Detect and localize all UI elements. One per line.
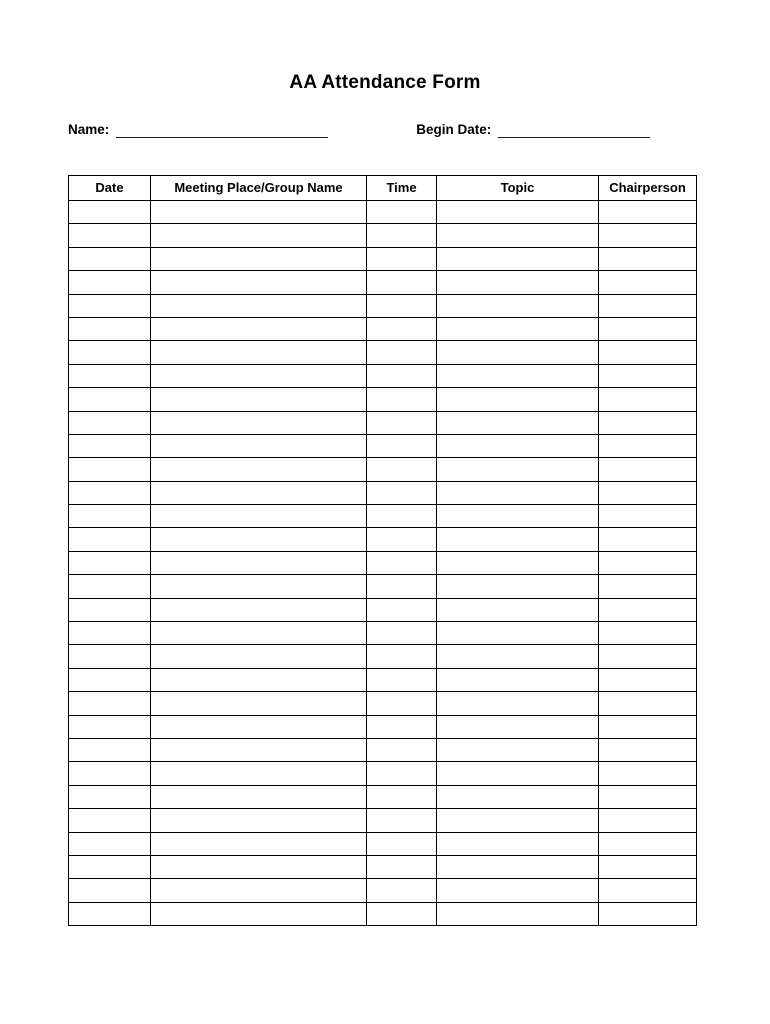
cell-meeting-place[interactable]	[151, 879, 367, 902]
table-row	[69, 294, 697, 317]
cell-date[interactable]	[69, 692, 151, 715]
cell-topic[interactable]	[437, 622, 599, 645]
cell-chairperson[interactable]	[599, 317, 697, 340]
cell-meeting-place[interactable]	[151, 809, 367, 832]
cell-chairperson[interactable]	[599, 341, 697, 364]
cell-chairperson[interactable]	[599, 645, 697, 668]
begin-date-field-label: Begin Date:	[416, 122, 492, 137]
cell-chairperson[interactable]	[599, 364, 697, 387]
cell-chairperson[interactable]	[599, 622, 697, 645]
cell-topic[interactable]	[437, 271, 599, 294]
table-row	[69, 715, 697, 738]
column-header-date: Date	[69, 176, 151, 201]
cell-meeting-place[interactable]	[151, 458, 367, 481]
cell-meeting-place[interactable]	[151, 317, 367, 340]
cell-time[interactable]	[367, 645, 437, 668]
table-row	[69, 388, 697, 411]
cell-time[interactable]	[367, 434, 437, 457]
cell-date[interactable]	[69, 598, 151, 621]
table-row	[69, 224, 697, 247]
table-row	[69, 645, 697, 668]
cell-time[interactable]	[367, 341, 437, 364]
cell-date[interactable]	[69, 879, 151, 902]
cell-date[interactable]	[69, 294, 151, 317]
cell-date[interactable]	[69, 715, 151, 738]
cell-date[interactable]	[69, 645, 151, 668]
cell-chairperson[interactable]	[599, 224, 697, 247]
cell-chairperson[interactable]	[599, 668, 697, 691]
cell-meeting-place[interactable]	[151, 645, 367, 668]
cell-date[interactable]	[69, 575, 151, 598]
cell-chairperson[interactable]	[599, 458, 697, 481]
cell-topic[interactable]	[437, 224, 599, 247]
cell-topic[interactable]	[437, 645, 599, 668]
cell-meeting-place[interactable]	[151, 224, 367, 247]
cell-time[interactable]	[367, 832, 437, 855]
cell-topic[interactable]	[437, 528, 599, 551]
cell-meeting-place[interactable]	[151, 364, 367, 387]
cell-chairperson[interactable]	[599, 271, 697, 294]
cell-topic[interactable]	[437, 879, 599, 902]
column-header-topic: Topic	[437, 176, 599, 201]
cell-meeting-place[interactable]	[151, 271, 367, 294]
table-row	[69, 832, 697, 855]
cell-topic[interactable]	[437, 317, 599, 340]
table-row	[69, 855, 697, 878]
cell-chairperson[interactable]	[599, 902, 697, 925]
cell-chairperson[interactable]	[599, 411, 697, 434]
cell-topic[interactable]	[437, 364, 599, 387]
cell-meeting-place[interactable]	[151, 738, 367, 761]
table-row	[69, 668, 697, 691]
cell-topic[interactable]	[437, 692, 599, 715]
cell-topic[interactable]	[437, 341, 599, 364]
table-row	[69, 551, 697, 574]
cell-date[interactable]	[69, 224, 151, 247]
cell-meeting-place[interactable]	[151, 505, 367, 528]
cell-chairperson[interactable]	[599, 505, 697, 528]
cell-meeting-place[interactable]	[151, 622, 367, 645]
cell-chairperson[interactable]	[599, 738, 697, 761]
cell-meeting-place[interactable]	[151, 481, 367, 504]
cell-time[interactable]	[367, 528, 437, 551]
cell-time[interactable]	[367, 692, 437, 715]
cell-time[interactable]	[367, 458, 437, 481]
cell-topic[interactable]	[437, 458, 599, 481]
cell-date[interactable]	[69, 551, 151, 574]
name-field-group	[68, 122, 328, 138]
cell-topic[interactable]	[437, 505, 599, 528]
cell-time[interactable]	[367, 224, 437, 247]
table-row	[69, 505, 697, 528]
cell-time[interactable]	[367, 551, 437, 574]
table-row	[69, 201, 697, 224]
cell-meeting-place[interactable]	[151, 598, 367, 621]
cell-chairperson[interactable]	[599, 879, 697, 902]
cell-date[interactable]	[69, 364, 151, 387]
cell-meeting-place[interactable]	[151, 247, 367, 270]
cell-date[interactable]	[69, 271, 151, 294]
cell-meeting-place[interactable]	[151, 434, 367, 457]
cell-chairperson[interactable]	[599, 528, 697, 551]
column-header-time: Time	[367, 176, 437, 201]
cell-time[interactable]	[367, 762, 437, 785]
cell-chairperson[interactable]	[599, 762, 697, 785]
cell-topic[interactable]	[437, 201, 599, 224]
cell-time[interactable]	[367, 271, 437, 294]
cell-chairperson[interactable]	[599, 832, 697, 855]
cell-topic[interactable]	[437, 832, 599, 855]
table-row	[69, 622, 697, 645]
table-row	[69, 411, 697, 434]
cell-topic[interactable]	[437, 294, 599, 317]
table-header-row	[69, 176, 697, 201]
cell-time[interactable]	[367, 715, 437, 738]
cell-time[interactable]	[367, 388, 437, 411]
cell-chairperson[interactable]	[599, 692, 697, 715]
cell-date[interactable]	[69, 458, 151, 481]
table-row	[69, 364, 697, 387]
cell-topic[interactable]	[437, 481, 599, 504]
cell-meeting-place[interactable]	[151, 692, 367, 715]
cell-topic[interactable]	[437, 411, 599, 434]
form-fields	[0, 122, 770, 138]
column-header-chairperson: Chairperson	[599, 176, 697, 201]
cell-topic[interactable]	[437, 598, 599, 621]
table-row	[69, 481, 697, 504]
cell-topic[interactable]	[437, 738, 599, 761]
name-input[interactable]	[116, 124, 328, 138]
cell-topic[interactable]	[437, 551, 599, 574]
cell-date[interactable]	[69, 832, 151, 855]
cell-meeting-place[interactable]	[151, 388, 367, 411]
column-header-meeting-place: Meeting Place/Group Name	[151, 176, 367, 201]
cell-time[interactable]	[367, 902, 437, 925]
table-row	[69, 785, 697, 808]
cell-meeting-place[interactable]	[151, 785, 367, 808]
table-body	[69, 201, 697, 926]
cell-topic[interactable]	[437, 762, 599, 785]
cell-topic[interactable]	[437, 855, 599, 878]
cell-meeting-place[interactable]	[151, 855, 367, 878]
table-row	[69, 575, 697, 598]
page-title: AA Attendance Form	[289, 72, 481, 93]
cell-topic[interactable]	[437, 388, 599, 411]
cell-time[interactable]	[367, 317, 437, 340]
cell-time[interactable]	[367, 809, 437, 832]
cell-meeting-place[interactable]	[151, 201, 367, 224]
cell-date[interactable]	[69, 317, 151, 340]
cell-date[interactable]	[69, 762, 151, 785]
cell-chairperson[interactable]	[599, 715, 697, 738]
cell-date[interactable]	[69, 411, 151, 434]
cell-chairperson[interactable]	[599, 201, 697, 224]
cell-meeting-place[interactable]	[151, 832, 367, 855]
cell-time[interactable]	[367, 364, 437, 387]
cell-time[interactable]	[367, 622, 437, 645]
cell-date[interactable]	[69, 809, 151, 832]
cell-meeting-place[interactable]	[151, 528, 367, 551]
cell-meeting-place[interactable]	[151, 341, 367, 364]
cell-time[interactable]	[367, 668, 437, 691]
table-row	[69, 434, 697, 457]
cell-time[interactable]	[367, 575, 437, 598]
table-row	[69, 598, 697, 621]
cell-time[interactable]	[367, 481, 437, 504]
cell-chairperson[interactable]	[599, 785, 697, 808]
cell-chairperson[interactable]	[599, 294, 697, 317]
cell-time[interactable]	[367, 294, 437, 317]
cell-date[interactable]	[69, 902, 151, 925]
cell-chairperson[interactable]	[599, 247, 697, 270]
cell-meeting-place[interactable]	[151, 668, 367, 691]
cell-date[interactable]	[69, 668, 151, 691]
cell-date[interactable]	[69, 528, 151, 551]
table-row	[69, 247, 697, 270]
cell-chairperson[interactable]	[599, 434, 697, 457]
cell-time[interactable]	[367, 785, 437, 808]
cell-chairperson[interactable]	[599, 809, 697, 832]
cell-chairperson[interactable]	[599, 551, 697, 574]
cell-date[interactable]	[69, 481, 151, 504]
cell-chairperson[interactable]	[599, 598, 697, 621]
table-row	[69, 692, 697, 715]
cell-date[interactable]	[69, 738, 151, 761]
table-row	[69, 458, 697, 481]
cell-time[interactable]	[367, 855, 437, 878]
table-row	[69, 317, 697, 340]
begin-date-field-group	[416, 122, 650, 138]
cell-time[interactable]	[367, 411, 437, 434]
cell-date[interactable]	[69, 622, 151, 645]
cell-meeting-place[interactable]	[151, 411, 367, 434]
cell-meeting-place[interactable]	[151, 902, 367, 925]
cell-topic[interactable]	[437, 668, 599, 691]
cell-meeting-place[interactable]	[151, 715, 367, 738]
cell-meeting-place[interactable]	[151, 551, 367, 574]
table-header	[69, 176, 697, 201]
table-row	[69, 879, 697, 902]
table-row	[69, 528, 697, 551]
cell-topic[interactable]	[437, 809, 599, 832]
begin-date-input[interactable]	[498, 124, 650, 138]
name-field-label: Name:	[68, 122, 110, 137]
cell-date[interactable]	[69, 247, 151, 270]
cell-time[interactable]	[367, 598, 437, 621]
cell-topic[interactable]	[437, 434, 599, 457]
cell-date[interactable]	[69, 434, 151, 457]
cell-date[interactable]	[69, 341, 151, 364]
cell-chairperson[interactable]	[599, 388, 697, 411]
table-row	[69, 902, 697, 925]
cell-meeting-place[interactable]	[151, 762, 367, 785]
cell-time[interactable]	[367, 505, 437, 528]
cell-time[interactable]	[367, 247, 437, 270]
cell-date[interactable]	[69, 201, 151, 224]
cell-topic[interactable]	[437, 247, 599, 270]
cell-chairperson[interactable]	[599, 855, 697, 878]
cell-time[interactable]	[367, 201, 437, 224]
cell-chairperson[interactable]	[599, 575, 697, 598]
cell-date[interactable]	[69, 505, 151, 528]
table-row	[69, 762, 697, 785]
table-row	[69, 271, 697, 294]
attendance-table	[68, 175, 697, 926]
cell-date[interactable]	[69, 388, 151, 411]
cell-date[interactable]	[69, 785, 151, 808]
table-row	[69, 809, 697, 832]
table-row	[69, 738, 697, 761]
cell-topic[interactable]	[437, 902, 599, 925]
cell-time[interactable]	[367, 879, 437, 902]
cell-topic[interactable]	[437, 715, 599, 738]
cell-date[interactable]	[69, 855, 151, 878]
cell-chairperson[interactable]	[599, 481, 697, 504]
attendance-table-container	[0, 175, 770, 926]
cell-topic[interactable]	[437, 575, 599, 598]
cell-time[interactable]	[367, 738, 437, 761]
cell-topic[interactable]	[437, 785, 599, 808]
cell-meeting-place[interactable]	[151, 575, 367, 598]
table-row	[69, 341, 697, 364]
cell-meeting-place[interactable]	[151, 294, 367, 317]
